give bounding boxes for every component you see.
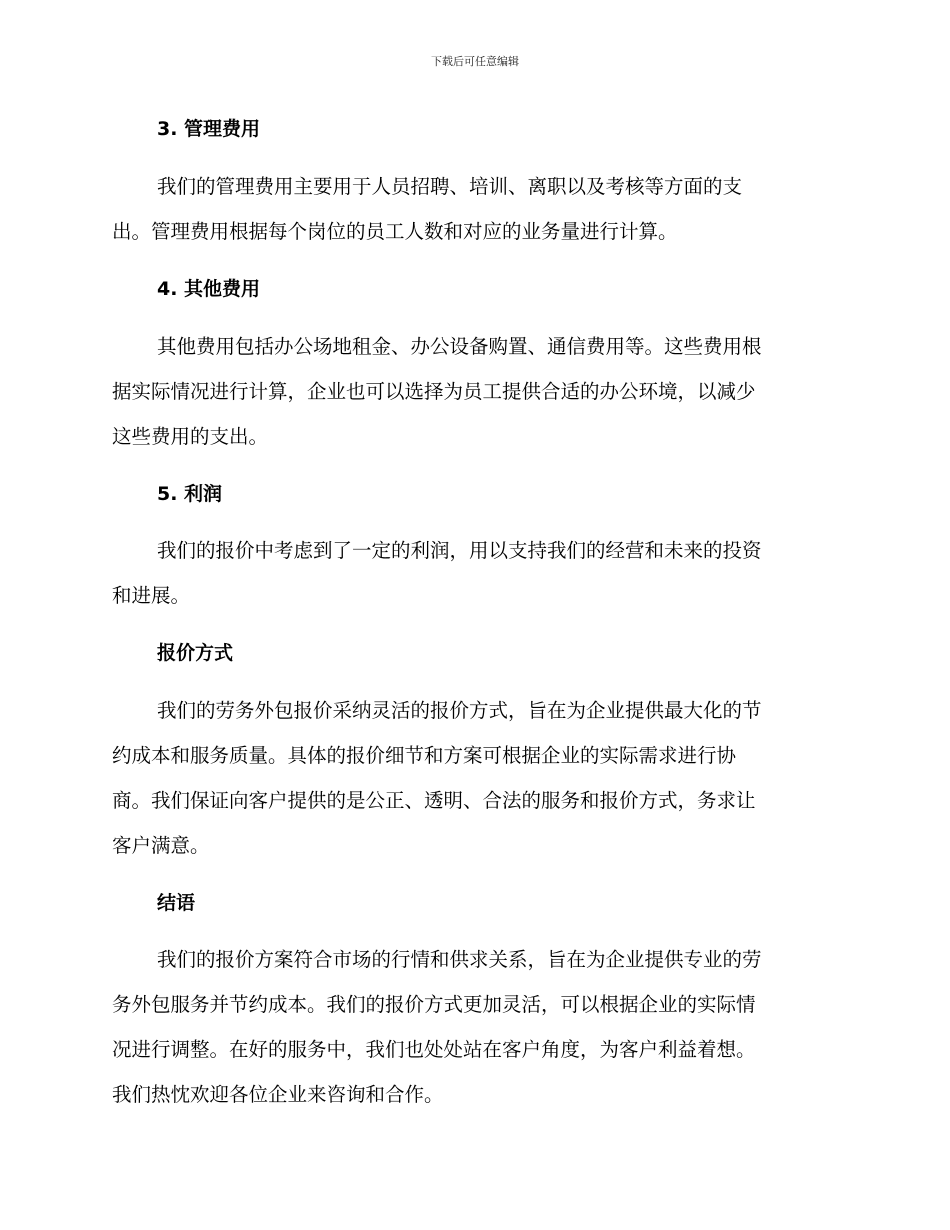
paragraph-line: 其他费用包括办公场地租金、办公设备购置、通信费用等。这些费用根 — [157, 335, 762, 358]
paragraph-line: 约成本和服务质量。具体的报价细节和方案可根据企业的实际需求进行协 — [112, 744, 737, 767]
paragraph-line: 我们的报价方案符合市场的行情和供求关系，旨在为企业提供专业的劳 — [157, 948, 762, 971]
section-heading-management-fees: 3. 管理费用 — [157, 118, 261, 140]
paragraph-line: 我们的劳务外包报价采纳灵活的报价方式，旨在为企业提供最大化的节 — [157, 699, 762, 722]
section-heading-conclusion: 结语 — [157, 892, 196, 914]
paragraph-line: 我们的管理费用主要用于人员招聘、培训、离职以及考核等方面的支 — [157, 175, 743, 198]
paragraph-line: 况进行调整。在好的服务中，我们也处处站在客户角度，为客户利益着想。 — [112, 1038, 756, 1061]
section-heading-quotation-method: 报价方式 — [157, 642, 234, 664]
paragraph-line: 据实际情况进行计算，企业也可以选择为员工提供合适的办公环境，以减少 — [112, 380, 756, 403]
section-heading-profit: 5. 利润 — [157, 483, 223, 505]
paragraph-line: 务外包服务并节约成本。我们的报价方式更加灵活，可以根据企业的实际情 — [112, 993, 756, 1016]
paragraph-line: 这些费用的支出。 — [112, 425, 269, 448]
paragraph-line: 我们热忱欢迎各位企业来咨询和合作。 — [112, 1083, 444, 1106]
paragraph-line: 和进展。 — [112, 584, 191, 607]
section-heading-other-fees: 4. 其他费用 — [157, 278, 261, 300]
page-header: 下载后可任意编辑 — [431, 55, 519, 68]
paragraph-line: 商。我们保证向客户提供的是公正、透明、合法的服务和报价方式，务求让 — [112, 789, 756, 812]
paragraph-line: 我们的报价中考虑到了一定的利润，用以支持我们的经营和未来的投资 — [157, 539, 762, 562]
paragraph-line: 客户满意。 — [112, 834, 210, 857]
paragraph-line: 出。管理费用根据每个岗位的员工人数和对应的业务量进行计算。 — [112, 220, 678, 243]
